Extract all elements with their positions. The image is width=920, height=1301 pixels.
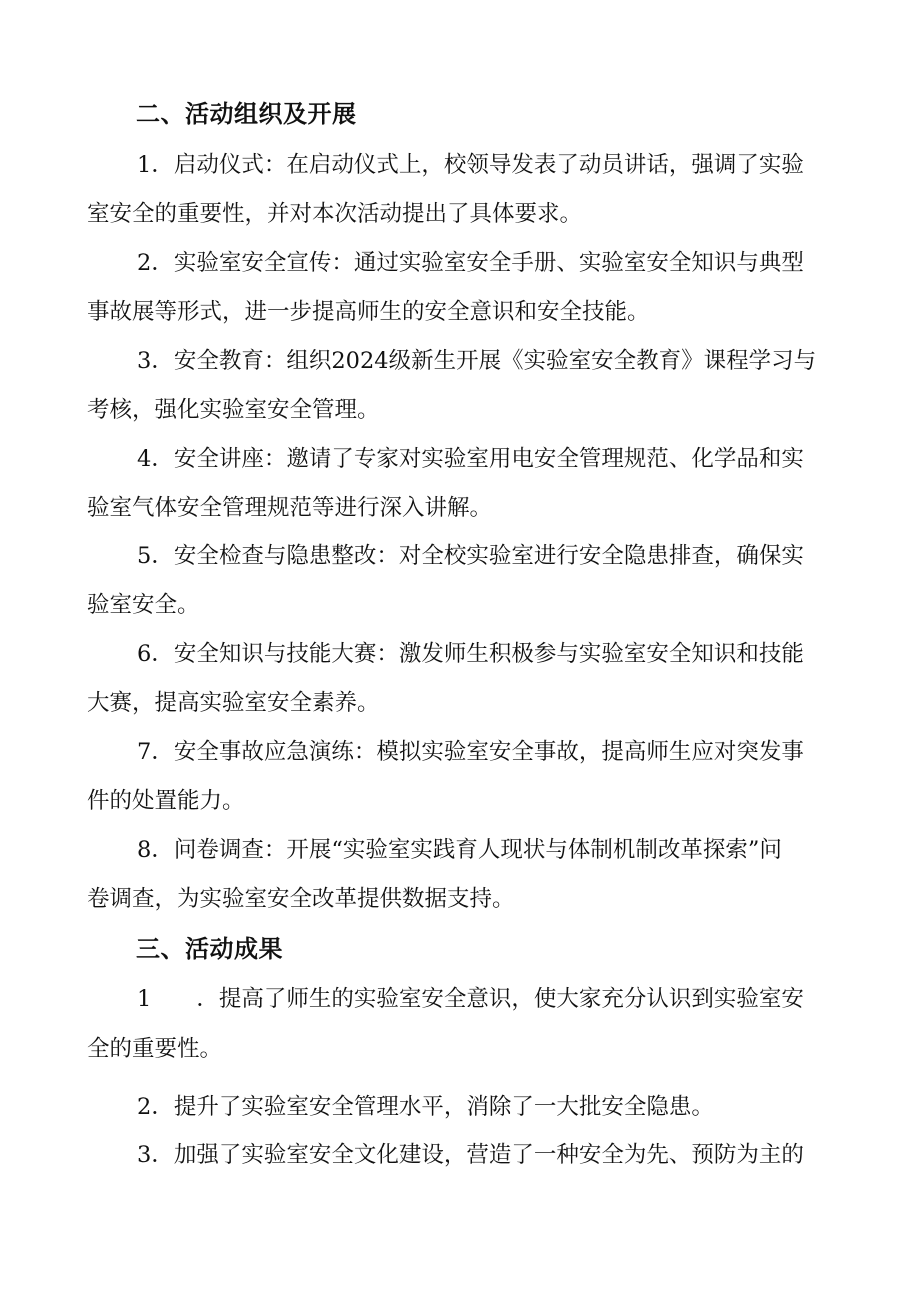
paragraph-line: 件的处置能力。 xyxy=(87,788,245,814)
paragraph-line: 验室气体安全管理规范等进行深入讲解。 xyxy=(87,495,493,521)
paragraph-line: 1 ．提高了师生的实验室安全意识，使大家充分认识到实验室安 xyxy=(137,986,804,1012)
paragraph-line: 2．实验室安全宣传：通过实验室安全手册、实验室安全知识与典型 xyxy=(137,250,804,276)
paragraph-line: 3．加强了实验室安全文化建设，营造了一种安全为先、预防为主的 xyxy=(137,1142,804,1168)
paragraph-line: 8．问卷调查：开展“实验室实践育人现状与体制机制改革探索”问 xyxy=(137,837,782,863)
paragraph-line: 考核，强化实验室安全管理。 xyxy=(87,397,380,423)
paragraph-line: 6．安全知识与技能大赛：激发师生积极参与实验室安全知识和技能 xyxy=(137,641,804,667)
section-heading-activities: 二、活动组织及开展 xyxy=(136,100,357,128)
paragraph-line: 7．安全事故应急演练：模拟实验室安全事故，提高师生应对突发事 xyxy=(137,739,804,765)
paragraph-line: 5．安全检查与隐患整改：对全校实验室进行安全隐患排查，确保实 xyxy=(137,543,804,569)
paragraph-line: 4．安全讲座：邀请了专家对实验室用电安全管理规范、化学品和实 xyxy=(137,446,804,472)
paragraph-line: 1．启动仪式：在启动仪式上，校领导发表了动员讲话，强调了实验 xyxy=(137,152,804,178)
paragraph-line: 验室安全。 xyxy=(87,592,200,618)
paragraph-line: 3．安全教育：组织2024级新生开展《实验室安全教育》课程学习与 xyxy=(137,348,817,374)
paragraph-line: 事故展等形式，进一步提高师生的安全意识和安全技能。 xyxy=(87,299,650,325)
paragraph-line: 2．提升了实验室安全管理水平，消除了一大批安全隐患。 xyxy=(137,1094,714,1120)
paragraph-line: 卷调查，为实验室安全改革提供数据支持。 xyxy=(87,886,515,912)
paragraph-line: 全的重要性。 xyxy=(87,1036,223,1062)
section-heading-results: 三、活动成果 xyxy=(136,935,283,963)
paragraph-line: 大赛，提高实验室安全素养。 xyxy=(87,690,380,716)
paragraph-line: 室安全的重要性，并对本次活动提出了具体要求。 xyxy=(87,201,583,227)
